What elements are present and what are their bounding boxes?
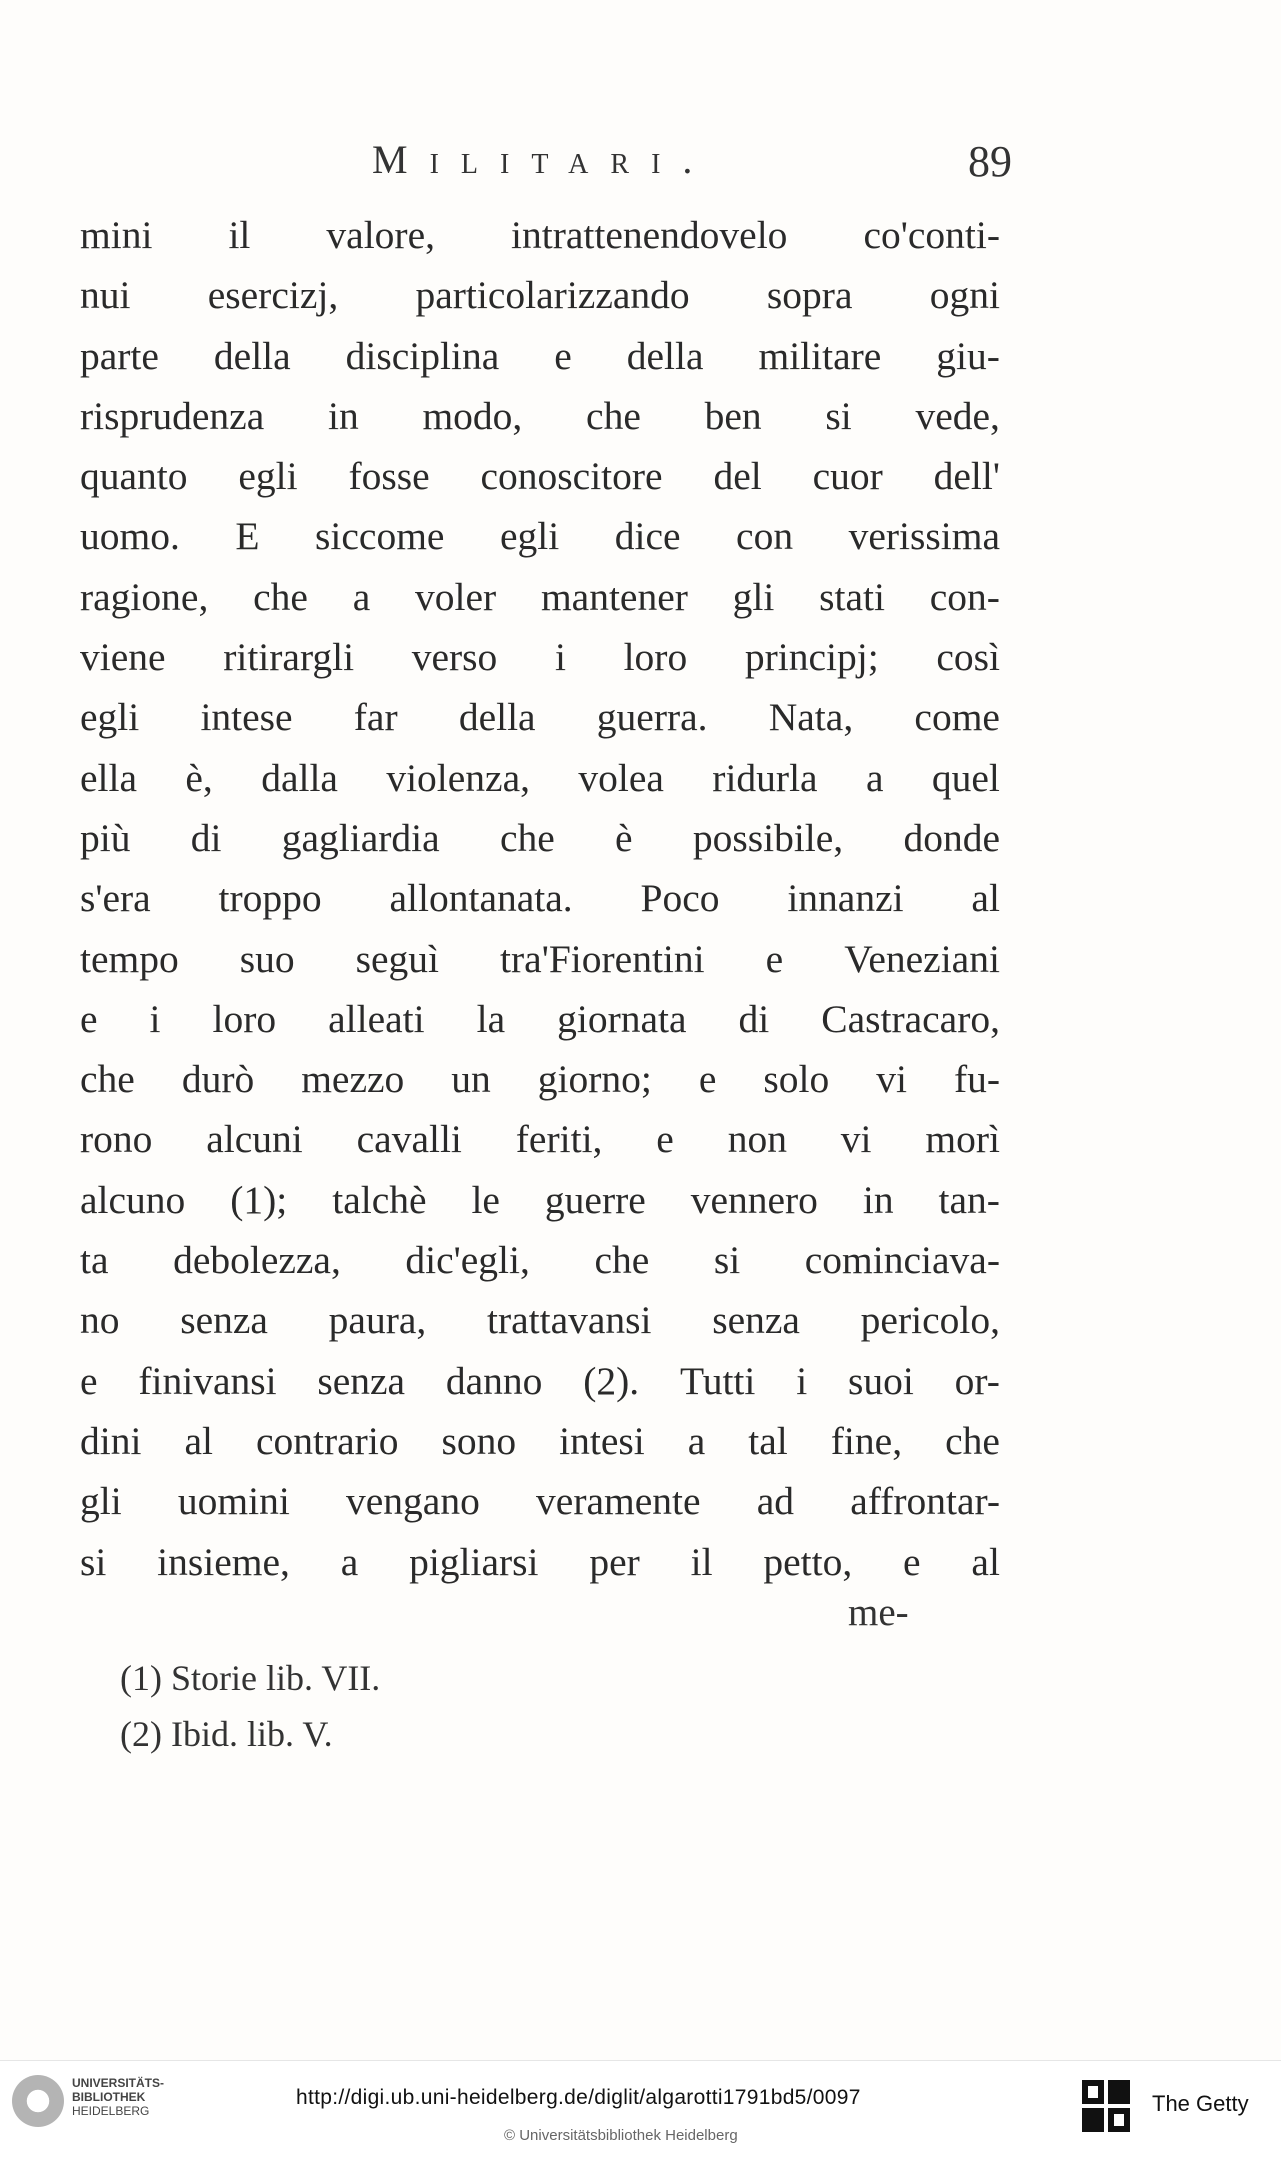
word: affrontar- <box>850 1479 1000 1524</box>
word: disciplina <box>345 333 500 378</box>
word: or- <box>954 1358 1000 1403</box>
word: (1); <box>230 1177 288 1222</box>
word: trattavansi <box>486 1298 652 1343</box>
word: che <box>80 1057 135 1102</box>
word: senza <box>317 1358 406 1403</box>
word: e <box>656 1117 674 1162</box>
word: ragione, <box>80 574 209 619</box>
word: giornata <box>557 996 687 1041</box>
word: che <box>253 574 308 619</box>
text-line <box>80 1532 1000 1592</box>
copyright-notice: © Universitätsbibliothek Heidelberg <box>504 2127 738 2144</box>
word: modo, <box>422 393 523 438</box>
word: donde <box>903 815 1000 860</box>
body-text <box>80 205 1000 1592</box>
word: uomo. <box>80 514 180 559</box>
word: che <box>945 1418 1000 1463</box>
text-line <box>80 446 1000 506</box>
word: le <box>471 1177 500 1222</box>
word: alcuno <box>80 1177 186 1222</box>
word: conoscitore <box>480 454 663 499</box>
word: è <box>615 815 633 860</box>
getty-logo-icon <box>1080 2078 1132 2134</box>
word: esercizj, <box>207 273 339 318</box>
word: in <box>327 393 359 438</box>
word: E <box>235 514 260 559</box>
word: vennero <box>690 1177 818 1222</box>
text-line <box>80 1170 1000 1230</box>
word: che <box>594 1238 650 1283</box>
text-line <box>80 1109 1000 1169</box>
word: che <box>499 815 555 860</box>
word: volea <box>578 755 664 800</box>
word: stati <box>819 574 885 619</box>
word: tan- <box>938 1177 1000 1222</box>
word: vi <box>840 1117 872 1162</box>
word: e <box>698 1057 717 1102</box>
word: si <box>80 1539 107 1584</box>
word: della <box>213 333 291 378</box>
word: militare <box>758 333 882 378</box>
word: giu- <box>936 333 1000 378</box>
word: al <box>971 1539 1000 1584</box>
word: alcuni <box>206 1117 303 1162</box>
word: no <box>80 1298 120 1343</box>
word: del <box>713 454 762 499</box>
word: di <box>738 996 770 1041</box>
text-line <box>80 386 1000 446</box>
word: dic'egli, <box>405 1238 530 1283</box>
word: è, <box>185 755 213 800</box>
word: Castracaro, <box>821 996 1000 1041</box>
word: verissima <box>848 514 1000 559</box>
text-line <box>80 868 1000 928</box>
word: che <box>586 393 641 438</box>
word: e <box>554 333 572 378</box>
word: senza <box>180 1298 268 1343</box>
word: (2). <box>583 1358 640 1403</box>
text-line <box>80 1230 1000 1290</box>
partner-name: The Getty <box>1152 2091 1249 2116</box>
word: non <box>727 1117 787 1162</box>
text-line <box>80 1351 1000 1411</box>
word: principj; <box>744 635 879 680</box>
text-line <box>80 1411 1000 1471</box>
word: ta <box>80 1238 109 1283</box>
text-line <box>80 929 1000 989</box>
word: dell' <box>933 454 1000 499</box>
word: la <box>476 996 506 1041</box>
word: ogni <box>929 273 1000 318</box>
word: s'era <box>80 876 151 921</box>
word: pigliarsi <box>409 1539 539 1584</box>
word: particolarizzando <box>415 273 690 318</box>
word: intese <box>200 695 293 740</box>
footnotes <box>120 1650 380 1762</box>
permalink-url[interactable]: http://digi.ub.uni-heidelberg.de/diglit/algarotti1791bd5/0097 <box>296 2086 861 2109</box>
word: pericolo, <box>860 1298 1000 1343</box>
text-line <box>80 1049 1000 1109</box>
word: allontanata. <box>389 876 573 921</box>
word: violenza, <box>386 755 530 800</box>
word: fu- <box>953 1057 1000 1102</box>
word: a <box>352 574 371 619</box>
word: egli <box>80 695 140 740</box>
word: i <box>149 996 161 1041</box>
text-line <box>80 748 1000 808</box>
word: in <box>862 1177 894 1222</box>
word: suo <box>239 936 295 981</box>
word: finivansi <box>138 1358 277 1403</box>
word: co'conti- <box>863 213 1000 257</box>
word: a <box>865 755 884 800</box>
text-line <box>80 1471 1000 1531</box>
word: ad <box>756 1479 794 1524</box>
word: solo <box>763 1057 830 1102</box>
word: e <box>765 936 784 981</box>
word: al <box>184 1418 213 1463</box>
word: viene <box>80 635 166 680</box>
word: danno <box>445 1358 543 1403</box>
word: egli <box>238 454 298 499</box>
word: siccome <box>315 514 445 559</box>
word: e <box>80 1358 98 1403</box>
word: giorno; <box>537 1057 652 1102</box>
word: contrario <box>255 1418 399 1463</box>
footnote-2: (2) Ibid. lib. V. <box>120 1714 333 1754</box>
text-line <box>80 989 1000 1049</box>
text-line <box>80 1290 1000 1350</box>
word: risprudenza <box>80 393 265 438</box>
word: ella <box>80 755 138 800</box>
word: seguì <box>355 936 440 981</box>
footnote-1: (1) Storie lib. VII. <box>120 1658 381 1698</box>
word: troppo <box>218 876 322 921</box>
word: parte <box>80 333 159 378</box>
word: feriti, <box>515 1117 603 1162</box>
word: gli <box>80 1479 122 1524</box>
word: verso <box>411 635 498 680</box>
word: sono <box>441 1418 517 1463</box>
running-title: Militari. <box>372 137 715 182</box>
word: Nata, <box>768 695 854 740</box>
word: veramente <box>536 1479 701 1524</box>
word: talchè <box>332 1177 427 1222</box>
word: valore, <box>326 213 435 257</box>
word: così <box>936 635 1000 680</box>
word: petto, <box>763 1539 853 1584</box>
word: della <box>626 333 704 378</box>
text-line <box>80 687 1000 747</box>
word: vede, <box>915 393 1000 438</box>
word: durò <box>181 1057 255 1102</box>
word: nui <box>80 273 131 318</box>
word: morì <box>925 1117 1000 1162</box>
word: per <box>589 1539 640 1584</box>
word: vengano <box>346 1479 480 1524</box>
word: fine, <box>830 1418 903 1463</box>
word: con <box>736 514 794 559</box>
word: a <box>340 1539 359 1584</box>
word: gagliardia <box>281 815 440 860</box>
page-number: 89 <box>968 137 1012 186</box>
word: ben <box>704 393 762 438</box>
word: tra'Fiorentini <box>500 936 705 981</box>
word: i <box>796 1358 808 1403</box>
word: cuor <box>812 454 883 499</box>
word: possibile, <box>692 815 844 860</box>
word: quanto <box>80 454 188 499</box>
word: tempo <box>80 936 179 981</box>
word: uomini <box>177 1479 290 1524</box>
word: mantener <box>540 574 688 619</box>
word: suoi <box>847 1358 914 1403</box>
text-line <box>80 506 1000 566</box>
text-line <box>80 627 1000 687</box>
text-line <box>80 205 1000 265</box>
word: voler <box>415 574 497 619</box>
library-name: UNIVERSITÄTS- BIBLIOTHEK HEIDELBERG <box>72 2076 165 2118</box>
word: Poco <box>640 876 720 921</box>
word: Veneziani <box>844 936 1000 981</box>
word: e <box>80 996 98 1041</box>
word: di <box>190 815 222 860</box>
word: come <box>914 695 1000 740</box>
word: ridurla <box>712 755 818 800</box>
word: dini <box>80 1418 142 1463</box>
word: dalla <box>261 755 338 800</box>
word: si <box>713 1238 741 1283</box>
word: rono <box>80 1117 153 1162</box>
word: guerra. <box>596 695 708 740</box>
word: cominciava- <box>804 1238 1000 1283</box>
word: un <box>451 1057 491 1102</box>
word: sopra <box>766 273 853 318</box>
page-header <box>372 136 1012 196</box>
word: mezzo <box>301 1057 405 1102</box>
word: ritirargli <box>223 635 355 680</box>
word: fosse <box>348 454 430 499</box>
word: loro <box>623 635 688 680</box>
word: egli <box>499 514 560 559</box>
word: i <box>554 635 566 680</box>
word: senza <box>712 1298 800 1343</box>
word: tal <box>748 1418 788 1463</box>
word: più <box>80 815 131 860</box>
word: vi <box>876 1057 907 1102</box>
word: mini <box>80 213 153 257</box>
word: alleati <box>328 996 425 1041</box>
word: il <box>690 1539 713 1584</box>
word: loro <box>212 996 277 1041</box>
word: intrattenendovelo <box>511 213 788 257</box>
word: e <box>903 1539 921 1584</box>
word: innanzi <box>787 876 904 921</box>
word: quel <box>931 755 1000 800</box>
word: a <box>687 1418 706 1463</box>
word: dice <box>614 514 681 559</box>
word: paura, <box>328 1298 427 1343</box>
word: intesi <box>559 1418 645 1463</box>
word: cavalli <box>356 1117 462 1162</box>
word: gli <box>732 574 775 619</box>
word: al <box>971 876 1000 921</box>
word: della <box>458 695 536 740</box>
text-line <box>80 265 1000 325</box>
text-line <box>80 567 1000 627</box>
word: far <box>353 695 398 740</box>
word: guerre <box>544 1177 646 1222</box>
university-seal-icon <box>12 2075 64 2127</box>
text-line <box>80 326 1000 386</box>
word: Tutti <box>679 1358 756 1403</box>
word: si <box>825 393 852 438</box>
word: il <box>228 213 251 257</box>
catchword: me- <box>848 1591 909 1634</box>
word: con- <box>929 574 1000 619</box>
text-line <box>80 808 1000 868</box>
word: debolezza, <box>173 1238 341 1283</box>
word: insieme, <box>157 1539 290 1584</box>
